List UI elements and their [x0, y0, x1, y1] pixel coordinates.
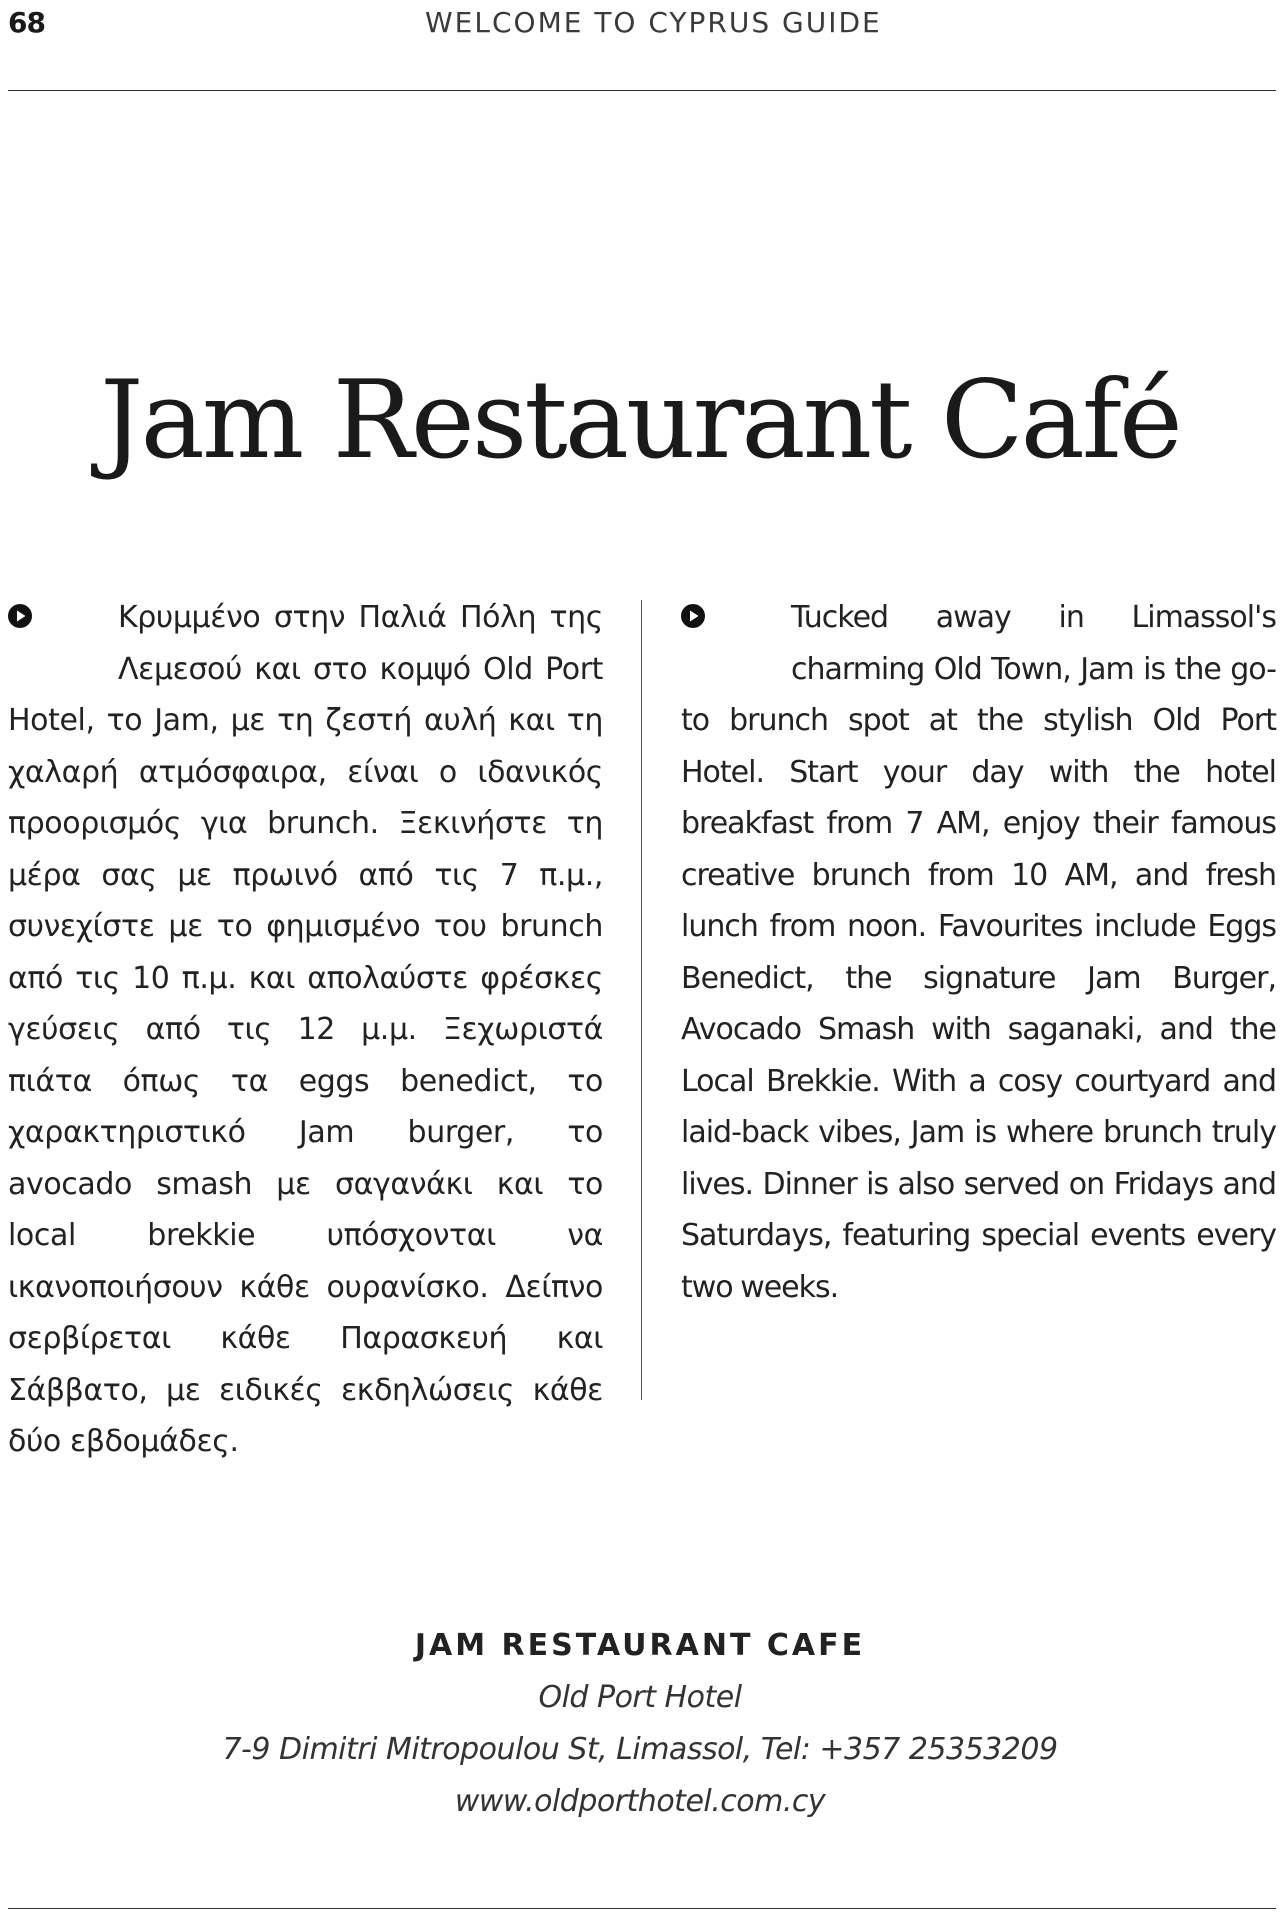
venue-info	[0, 1620, 1280, 1828]
play-circle-icon	[681, 592, 791, 692]
venue-address: 7-9 Dimitri Mitropoulou St, Limassol, Tel: +357 25353209	[222, 1732, 1058, 1767]
article-title: Jam Restaurant Café	[100, 358, 1180, 484]
greek-column	[8, 592, 603, 1468]
running-header: WELCOME TO CYPRUS GUIDE	[425, 6, 882, 39]
venue-name: JAM RESTAURANT CAFE	[414, 1628, 866, 1663]
play-circle-icon	[8, 592, 118, 692]
english-paragraph: Tucked away in Limassol's charming Old Town, Jam is the go-to brunch spot at the stylish Old Port Hotel. Start your day with the hotel breakfast from 7 AM, enjoy their famous creative brunch from 10 AM, and fresh lunch from noon. Favourites include Eggs Benedict, the signature Jam Burger, Avocado Smash with saganaki, and the Local Brekkie. With a cosy courtyard and laid-back vibes, Jam is where brunch truly lives. Dinner is also served on Fridays and Saturdays, featuring special events every two weeks.	[681, 600, 1276, 1305]
venue-website-link[interactable]: www.oldporthotel.com.cy	[454, 1784, 826, 1819]
venue-hotel: Old Port Hotel	[538, 1680, 742, 1715]
greek-paragraph: Κρυμμένο στην Παλιά Πόλη της Λεμεσού και στο κομψό Old Port Hotel, το Jam, με τη ζεστή αυλή και τη χαλαρή ατμόσφαιρα, είναι ο ιδανικός προορισμός για brunch. Ξεκινήστε τη μέρα σας με πρωινό από τις 7 π.μ., συνεχίστε με το φημισμένο του brunch από τις 10 π.μ. και απολαύστε φρέσκες γεύσεις από τις 12 μ.μ. Ξεχωριστά πιάτα όπως τα eggs benedict, το χαρακτηριστικό Jam burger, το avocado smash με σαγανάκι και το local brekkie υπόσχονται να ικανοποιήσουν κάθε ουρανίσκο. Δείπνο σερβίρεται κάθε Παρασκευή και Σάββατο, με ειδικές εκδηλώσεις κάθε δύο εβδομάδες.	[8, 600, 603, 1459]
header-rule	[8, 90, 1276, 91]
column-divider	[641, 600, 642, 1400]
english-column	[681, 592, 1276, 1313]
footer-rule	[8, 1908, 1276, 1909]
page-number: 68	[8, 6, 45, 39]
